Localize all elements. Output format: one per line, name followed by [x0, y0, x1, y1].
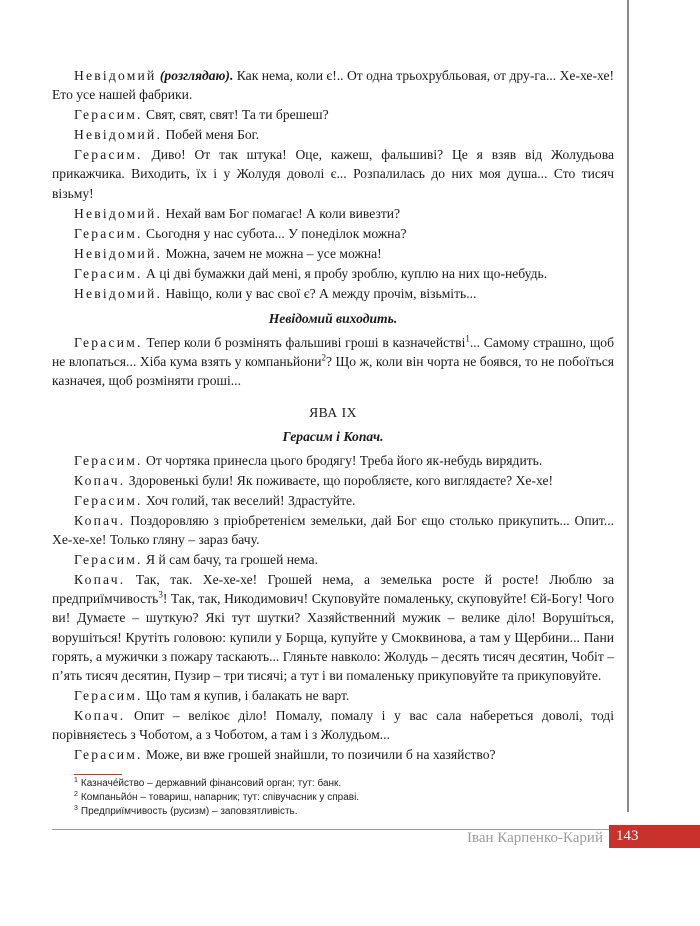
speaker-name: Невідомий. [74, 127, 163, 143]
scene-stage-direction: Герасим і Копач. [282, 428, 384, 444]
footnote-text: Казначе́йство – державний фінансовий орган; тут: банк. [80, 778, 342, 789]
footnote-number: 2 [74, 790, 78, 798]
line-text: Диво! От так штука! Оце, кажеш, фальшиві? Це я взяв від Жолудьова прикажчика. Виходить, їх і у Жолудя доволі є... Розпалилась до них моя душа... Сто тисяч візьму! [52, 147, 614, 201]
speaker-name: Невідомий. [74, 286, 163, 302]
speaker-name: Копач. [74, 472, 126, 488]
page-text [52, 66, 614, 765]
dialogue-line [52, 491, 614, 510]
page-number: 143 [609, 825, 700, 848]
kopach-monologue [52, 570, 614, 685]
line-text: Как нема, коли є!.. От одна трьохрубльовая, от дру-га... Хе-хе-хе! Ето усе нашей фабрики. [52, 68, 615, 103]
speaker-name: Герасим. [74, 265, 143, 281]
line-text: Здоровенькі були! Як поживаєте, що поробляєте, кого виглядаєте? Хе-хе! [125, 472, 554, 488]
dialogue-line [52, 244, 614, 263]
line-text: Я й сам бачу, та грошей нема. [142, 552, 318, 568]
footnote-number: 1 [74, 776, 78, 784]
speaker-name: Герасим. [74, 107, 143, 123]
dialogue-line [52, 284, 614, 303]
scene-title: ЯВА IX [309, 404, 357, 420]
speaker-name: Герасим. [74, 225, 143, 241]
line-text: А ці дві бумажки дай мені, я пробу зроблю, куплю на них що-небудь. [142, 265, 548, 281]
footnote-ref-2: 2 [321, 352, 326, 363]
speaker-name: Герасим. [74, 552, 143, 568]
dialogue-line [52, 264, 614, 283]
line-text: Навіщо, коли у вас свої є? А между прочім, візьміть... [162, 286, 477, 302]
monologue-text-3: ? Що ж, коли він чорта не боявся, то не побоїться казначея, щоб розміняти гроші... [52, 354, 614, 389]
footnote-number: 3 [74, 804, 78, 812]
monologue [52, 333, 614, 390]
line-text: Що там я купив, і балакать не варт. [142, 687, 350, 703]
line-text: Поздоровляю з пріобретенієм земельки, дай Бог єщо столько прикупить... Опит... Хе-хе-хе! Только гляну – зараз бачу. [52, 512, 614, 548]
speaker-name: Герасим. [74, 147, 143, 163]
kopach-text-2: ! Так, так, Никодимович! Скуповуйте помаленьку, скуповуйте! Єй-Богу! Чого ви! Думаєте – шуткую? Які тут шутки? Хазяйственний мужик – велике діло! Ворушіться, ворушіться! Крутіть головою: купили у Борща, купуйте у Смоквинова, а там у Щербини... Пани горять, а мужички з пожару таскають... Гляньте навколо: Жолудь – десять тисяч десятин, Чобіт – п’ять тисяч десятин, Пузир – три тисячі; а тут і ви помаленьку прикуповуйте та прикуповуйте. [52, 591, 614, 683]
footnote-ref-3: 3 [158, 589, 163, 600]
dialogue-line [52, 745, 614, 764]
speaker-name: Герасим. [74, 492, 143, 508]
speaker-name: Копач. [74, 512, 126, 528]
margin-rule [627, 0, 629, 812]
line-text: Опит – велікоє діло! Помалу, помалу і у вас сала набереться доволі, тоді порівняєтесь з Чоботом, а з Чоботом, а там і з Жолудьом... [52, 707, 614, 742]
speaker-name: Копач. [74, 572, 126, 588]
line-text: Сьогодня у нас субота... У понеділок можна? [142, 225, 407, 241]
footnote-ref-1: 1 [465, 333, 470, 344]
dialogue-line [52, 204, 614, 223]
footnotes [74, 777, 594, 819]
line-text: Свят, свят, свят! Та ти брешеш? [142, 107, 329, 123]
dialogue-line [52, 105, 614, 124]
speaker-name: Невідомий. [74, 205, 163, 221]
speaker-name: Невідомий. [74, 245, 163, 261]
dialogue-line [52, 145, 614, 202]
monologue-text-1: Тепер коли б розмінять фальшиві гроші в казначействі [142, 335, 466, 351]
footnote-separator [74, 774, 122, 775]
dialogue-line [52, 686, 614, 705]
dialogue-line [52, 451, 614, 470]
speaker-name: Герасим. [74, 687, 143, 703]
line-text: Можна, зачем не можна – усе можна! [162, 245, 382, 261]
speaker-name: Герасим. [74, 747, 143, 763]
line-text: От чортяка принесла цього бродягу! Треба його як-небудь вирядить. [142, 452, 543, 468]
speaker-name: Герасим. [74, 452, 143, 468]
dialogue-line [52, 125, 614, 144]
stage-direction-exit: Невідомий виходить. [268, 311, 398, 327]
dialogue-line [52, 471, 614, 490]
footnote-text: Предприїмчивость (русизм) – заповзятливість. [80, 806, 298, 817]
kopach-text-1: Так, так. Хе-хе-хе! Грошей нема, а земелька росте й росте! Люблю за предприїмчивость [52, 572, 614, 607]
footnote [74, 791, 594, 805]
speaker-name: Герасим. [74, 335, 143, 351]
monologue-text-2: ... Самому страшно, щоб не влопаться... Хіба кума взять у компаньйони [52, 335, 614, 370]
dialogue-line [52, 511, 614, 549]
line-text: Може, ви вже грошей знайшли, то позичили б на хазяйство? [142, 747, 496, 763]
footnote [74, 777, 594, 791]
line-text: Побей меня Бог. [162, 127, 260, 143]
line-text: Хоч голий, так веселий! Здрастуйте. [142, 492, 356, 508]
dialogue-line [52, 66, 614, 104]
footnote-text: Компаньйо́н – товариш, напарник; тут: співучасник у справі. [80, 792, 360, 803]
dialogue-line [52, 550, 614, 569]
dialogue-line [52, 706, 614, 744]
speaker-name: Копач. [74, 707, 126, 723]
dialogue-line [52, 224, 614, 243]
speaker-name: Невідомий [74, 68, 157, 83]
line-text: Нехай вам Бог помагає! А коли вивезти? [162, 205, 401, 221]
footnote [74, 805, 594, 819]
running-footer-author: Іван Карпенко-Карий [466, 830, 603, 846]
stage-remark: (розглядаю). [159, 68, 234, 83]
